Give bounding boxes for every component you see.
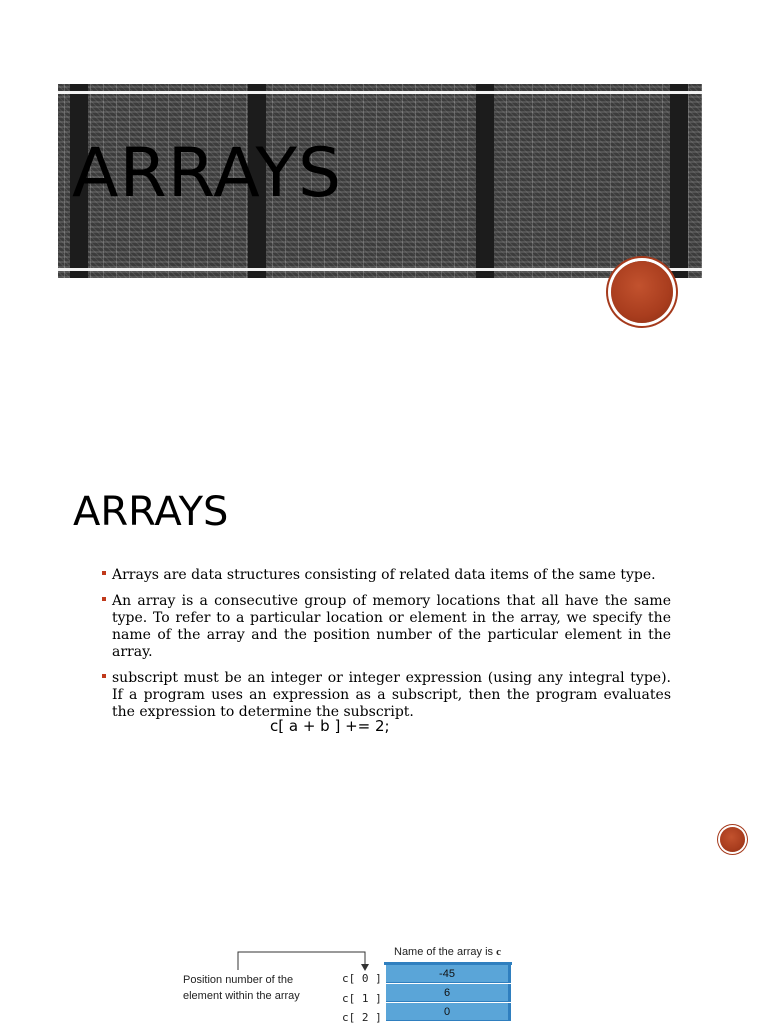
array-name-label: Name of the array is c <box>394 946 501 958</box>
array-figure <box>175 940 595 1024</box>
slide1-title: ARRAYS <box>72 134 343 213</box>
decorative-circle-icon <box>611 261 673 323</box>
bullet-item: subscript must be an integer or integer expression (using any integral type). If a program uses an expression as a subscript, then the program evaluates the expression to determine the subscript. <box>100 670 671 721</box>
banner-stripe <box>476 84 494 278</box>
array-index: c[ 1 ] <box>342 992 382 1005</box>
array-cell: 6 <box>386 984 511 1002</box>
array-cell: -45 <box>386 965 511 983</box>
array-index: c[ 0 ] <box>342 972 382 985</box>
bullet-item: An array is a consecutive group of memory locations that all have the same type. To refer to a particular location or element in the array, we specify the name of the array and the position number of the particular element in the array. <box>100 593 671 661</box>
array-index: c[ 2 ] <box>342 1011 382 1024</box>
array-cell: 0 <box>386 1003 511 1021</box>
banner-stripe <box>670 84 688 278</box>
code-example: c[ a + b ] += 2; <box>270 717 390 735</box>
position-number-label: Position number of the element within the array <box>183 974 300 1002</box>
banner-rule-top <box>58 91 702 94</box>
bullet-list <box>100 567 671 730</box>
slide2-title: ARRAYS <box>73 489 229 535</box>
bullet-item: Arrays are data structures consisting of related data items of the same type. <box>100 567 671 584</box>
banner-rule-bottom <box>58 268 702 271</box>
decorative-circle-icon <box>720 827 745 852</box>
